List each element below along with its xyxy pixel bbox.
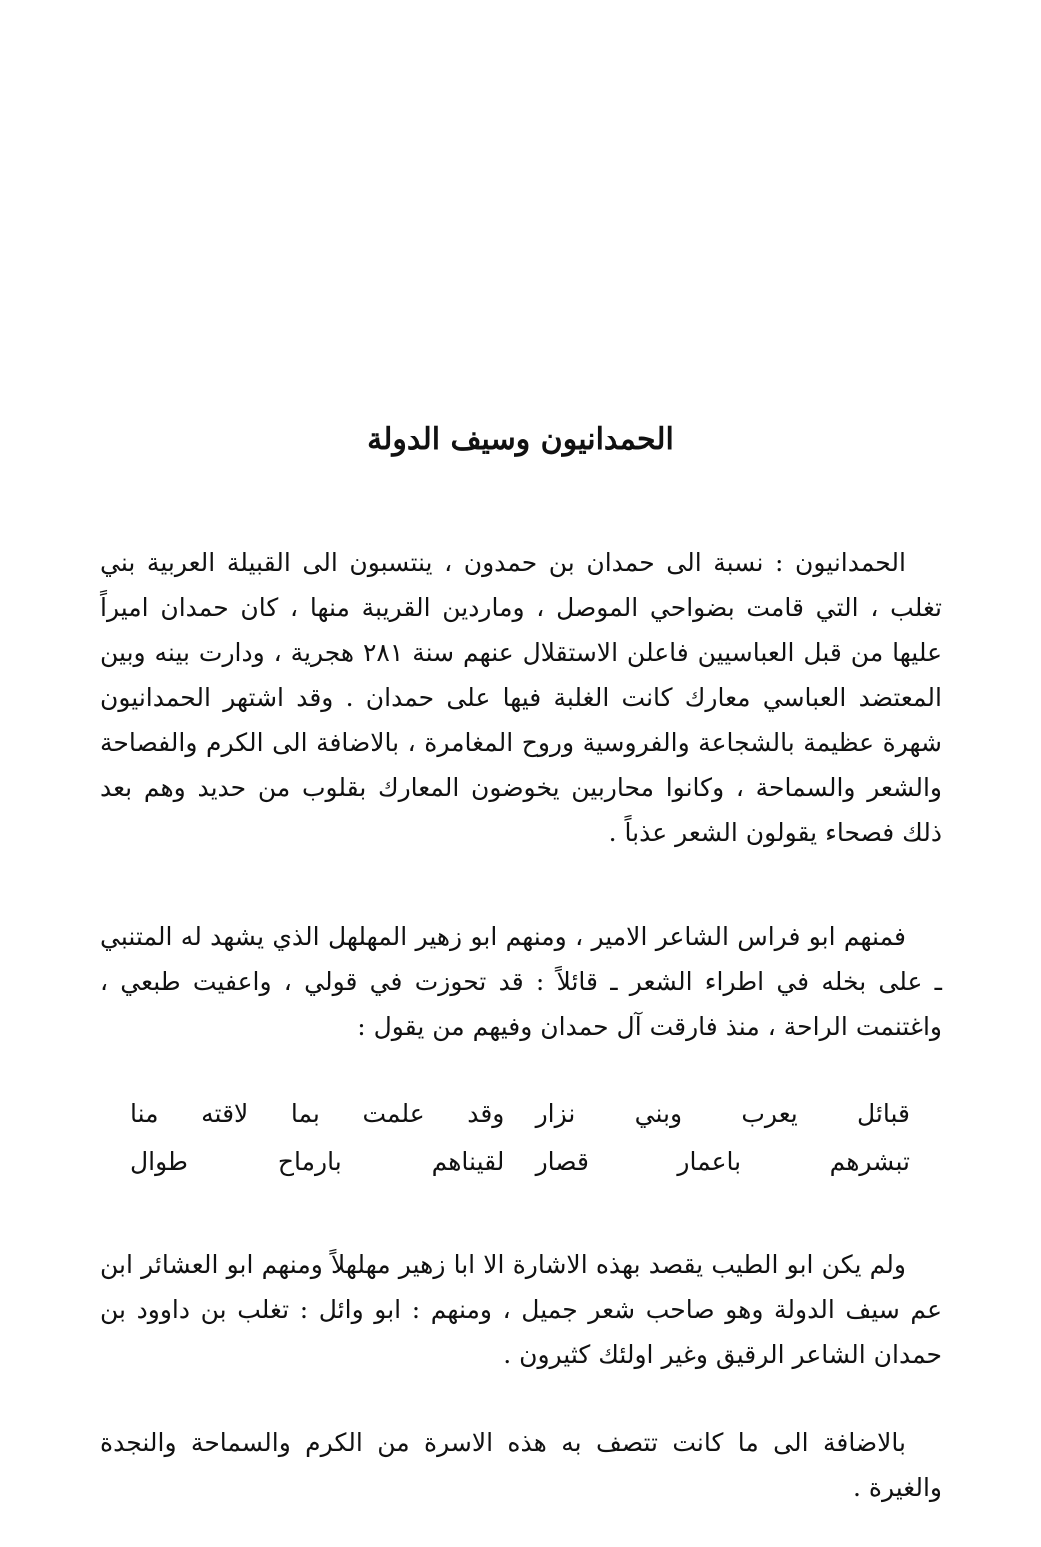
paragraph-poets: فمنهم ابو فراس الشاعر الامير ، ومنهم ابو زهير المهلهل الذي يشهد له المتنبي ـ على بخله في اطراء الشعر ـ قائلاً : قد تحوزت في قولي ، واعفيت طبعي ، واغتنمت الراحة ، منذ فارقت آل حمدان وفيهم من يقول : <box>100 922 942 1041</box>
poem-hemistich-first: لقيناهم بارماح طوال <box>130 1147 505 1176</box>
poem-verse <box>130 1140 910 1184</box>
poem-hemistich-first: وقد علمت بما لاقته منا <box>130 1099 505 1128</box>
paragraph-family-virtues: بالاضافة الى ما كانت تتصف به هذه الاسرة من الكرم والسماحة والنجدة والغيرة . <box>100 1428 942 1502</box>
poem-hemistich-second: تبشرهم باعمار قصار <box>535 1147 910 1176</box>
page-title: الحمدانيون وسيف الدولة <box>367 422 674 457</box>
paragraph-abu-tayyib: ولم يكن ابو الطيب يقصد بهذه الاشارة الا ابا زهير مهلهلاً ومنهم ابو العشائر ابن عم سيف الدولة وهو صاحب شعر جميل ، ومنهم : ابو وائل : تغلب بن داوود بن حمدان الشاعر الرقيق وغير اولئك كثيرون . <box>100 1250 942 1369</box>
poem-verse <box>130 1092 910 1136</box>
poem-hemistich-second: قبائل يعرب وبني نزار <box>535 1099 910 1128</box>
paragraph-intro: الحمدانيون : نسبة الى حمدان بن حمدون ، ينتسبون الى القبيلة العربية بني تغلب ، التي قامت بضواحي الموصل ، وماردين القريبة منها ، كان حمدان اميراً عليها من قبل العباسيين فاعلن الاستقلال عنهم سنة ٢٨١ هجرية ، ودارت بينه وبين المعتضد العباسي معارك كانت الغلبة فيها على حمدان . وقد اشتهر الحمدانيون شهرة عظيمة بالشجاعة والفروسية وروح المغامرة ، بالاضافة الى الكرم والفصاحة والشعر والسماحة ، وكانوا محاربين يخوضون المعارك بقلوب من حديد وهم بعد ذلك فصحاء يقولون الشعر عذباً . <box>100 548 943 847</box>
